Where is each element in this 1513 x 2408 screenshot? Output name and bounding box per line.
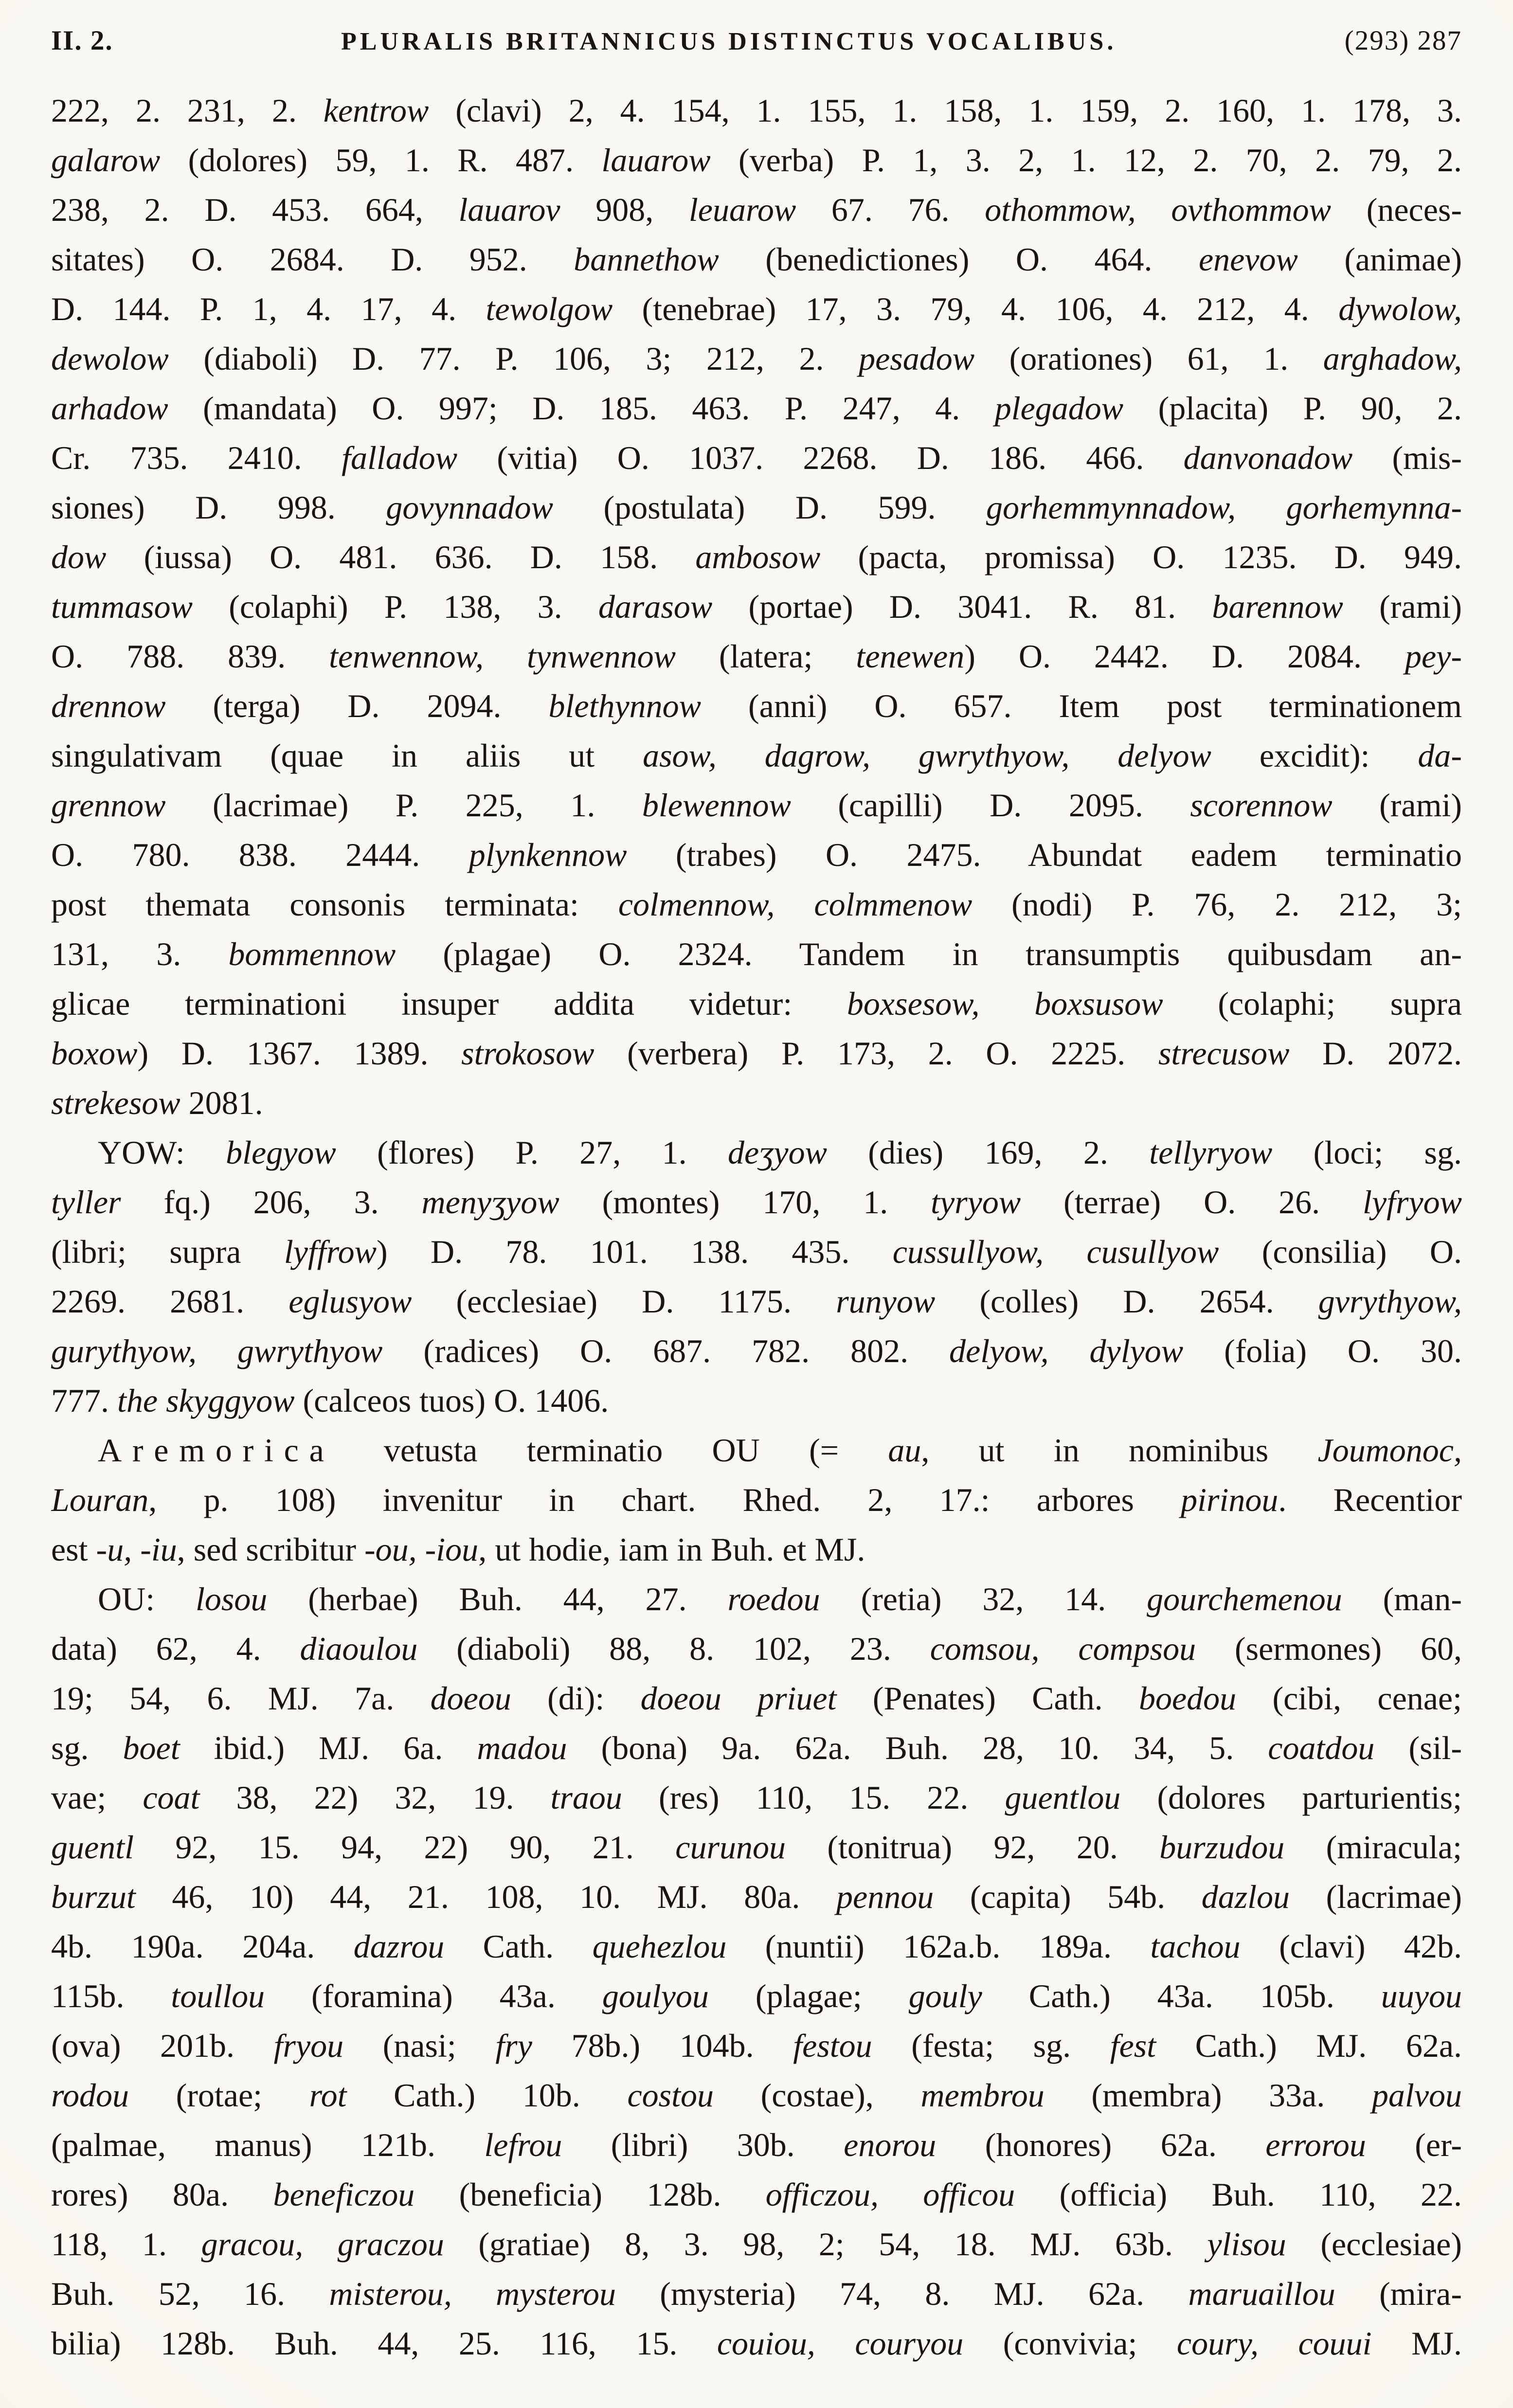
celtic-word: au <box>888 1432 921 1469</box>
celtic-word: fry <box>495 2027 532 2064</box>
text-run: (di): <box>511 1680 641 1717</box>
celtic-word: dewolow <box>51 340 169 377</box>
text-run: (res) 110, 15. 22. <box>622 1779 1005 1816</box>
text-run: (colles) D. 2654. <box>935 1283 1318 1320</box>
text-run: . Recentior <box>1278 1481 1462 1518</box>
celtic-word: kentrow <box>323 92 429 129</box>
text-run: Aremorica <box>98 1432 335 1469</box>
text-run: post themata consonis terminata: <box>51 886 618 923</box>
text-run: (festa; sg. <box>872 2027 1110 2064</box>
text-run: (sil- <box>1374 1729 1462 1766</box>
text-line <box>51 929 1462 979</box>
text-run: (consilia) O. <box>1219 1233 1462 1270</box>
text-line <box>51 1028 1462 1078</box>
celtic-word: strokosow <box>461 1035 594 1072</box>
celtic-word: maruaillou <box>1188 2275 1335 2312</box>
celtic-word: palvou <box>1371 2077 1462 2114</box>
text-run: (colaphi; supra <box>1163 985 1462 1022</box>
text-run: (terga) D. 2094. <box>165 687 549 724</box>
text-run: (miracula; <box>1284 1829 1462 1866</box>
paragraph <box>51 86 1462 1128</box>
text-run: (neces- <box>1331 191 1462 228</box>
text-run: 92, 15. 94, 22) 90, 21. <box>133 1829 676 1866</box>
text-line <box>51 1475 1462 1525</box>
celtic-word: Joumonoc, <box>1317 1432 1462 1469</box>
text-line <box>51 1624 1462 1673</box>
celtic-word: rot <box>309 2077 347 2114</box>
celtic-word: fest <box>1110 2027 1156 2064</box>
celtic-word: the skyggyow <box>117 1382 295 1419</box>
text-run: (ecclesiae) D. 1175. <box>412 1283 836 1320</box>
text-line <box>51 1376 1462 1425</box>
celtic-word: tyryow <box>931 1184 1021 1221</box>
celtic-word: madou <box>477 1729 567 1766</box>
celtic-word: boxow <box>51 1035 138 1072</box>
text-run: data) 62, 4. <box>51 1630 300 1667</box>
text-run: (sermones) 60, <box>1196 1630 1462 1667</box>
celtic-word: delyow, dylyow <box>949 1332 1184 1369</box>
celtic-word: Louran <box>51 1481 149 1518</box>
celtic-word: tewolgow <box>486 290 613 327</box>
celtic-word: dywolow, <box>1338 290 1462 327</box>
text-line <box>51 1971 1462 2021</box>
celtic-word: blegyow <box>226 1134 336 1171</box>
celtic-word: lauarow <box>601 142 711 179</box>
text-line <box>51 433 1462 483</box>
celtic-word: losou <box>195 1581 268 1617</box>
celtic-word: coury, couui <box>1176 2325 1372 2362</box>
celtic-word: ambosow <box>695 539 821 575</box>
text-run: Cath.) 43a. 105b. <box>982 1977 1381 2014</box>
text-run: excidit): <box>1211 737 1418 774</box>
text-run: est <box>51 1531 96 1568</box>
text-line <box>51 86 1462 135</box>
celtic-word: falladow <box>342 439 458 476</box>
text-run: 777. <box>51 1382 117 1419</box>
celtic-word: drennow <box>51 687 166 724</box>
celtic-word: bommennow <box>228 935 396 972</box>
celtic-word: pey- <box>1405 638 1462 675</box>
text-run: 238, 2. D. 453. 664, <box>51 191 459 228</box>
celtic-word: festou <box>793 2027 872 2064</box>
celtic-word: guentlou <box>1005 1779 1121 1816</box>
text-run: (retia) 32, 14. <box>820 1581 1147 1617</box>
text-run: (dies) 169, 2. <box>827 1134 1150 1171</box>
text-run: (orationes) 61, 1. <box>974 340 1323 377</box>
text-run: ) O. 2442. D. 2084. <box>964 638 1405 675</box>
text-run: ) D. 1367. 1389. <box>137 1035 462 1072</box>
text-run: (membra) 33a. <box>1044 2077 1372 2114</box>
text-run: (mira- <box>1335 2275 1462 2312</box>
text-line <box>51 631 1462 681</box>
text-run: (vitia) O. 1037. 2268. D. 186. 466. <box>457 439 1184 476</box>
text-run: (dolores parturientis; <box>1120 1779 1462 1816</box>
text-run: (lacrimae) <box>1290 1878 1462 1915</box>
celtic-word: lauarov <box>458 191 560 228</box>
text-line <box>51 135 1462 185</box>
text-run: 118, 1. <box>51 2226 201 2263</box>
text-run: (ecclesiae) <box>1286 2226 1462 2263</box>
celtic-word: bannethow <box>574 241 719 278</box>
celtic-word: officzou, officou <box>765 2176 1015 2213</box>
text-block <box>51 86 1462 2368</box>
text-run: (capilli) D. 2095. <box>791 787 1190 824</box>
celtic-word: guentl <box>51 1829 134 1866</box>
text-run: (Penates) Cath. <box>836 1680 1139 1717</box>
celtic-word: -u, -iu <box>96 1531 177 1568</box>
text-run: (plagae; <box>708 1977 909 2014</box>
text-run: (benedictiones) O. 464. <box>719 241 1199 278</box>
celtic-word: scorennow <box>1190 787 1333 824</box>
text-run: (verbera) P. 173, 2. O. 2225. <box>594 1035 1158 1072</box>
text-run: (tonitrua) 92, 20. <box>785 1829 1160 1866</box>
celtic-word: gourchemenou <box>1147 1581 1342 1617</box>
celtic-word: tummasow <box>51 588 193 625</box>
text-line <box>51 582 1462 631</box>
text-run: 115b. <box>51 1977 171 2014</box>
text-run: , p. 108) invenitur in chart. Rhed. 2, 17.: arbores <box>148 1481 1181 1518</box>
text-run: (verba) P. 1, 3. 2, 1. 12, 2. 70, 2. 79, 2. <box>710 142 1462 179</box>
celtic-word: leuarow <box>688 191 796 228</box>
text-run: Buh. 52, 16. <box>51 2275 329 2312</box>
celtic-word: diaoulou <box>300 1630 418 1667</box>
text-line <box>51 1078 1462 1128</box>
celtic-word: boet <box>123 1729 180 1766</box>
text-run: (trabes) O. 2475. Abundat eadem terminatio <box>627 836 1462 873</box>
text-run: (nasi; <box>343 2027 496 2064</box>
paragraph <box>51 1425 1462 1574</box>
celtic-word: darasow <box>598 588 713 625</box>
text-run: D. 144. P. 1, 4. 17, 4. <box>51 290 486 327</box>
text-run: (calceos tuos) O. 1406. <box>294 1382 609 1419</box>
text-run: singulativam (quae in aliis ut <box>51 737 643 774</box>
text-run: Cr. 735. 2410. <box>51 439 342 476</box>
text-run: Cath.) 10b. <box>346 2077 628 2114</box>
text-run: 2269. 2681. <box>51 1283 289 1320</box>
celtic-word: lyffrow <box>284 1233 377 1270</box>
celtic-word: gvrythyow, <box>1318 1283 1462 1320</box>
text-run: (officia) Buh. 110, 22. <box>1015 2176 1462 2213</box>
text-run: (libri) 30b. <box>562 2126 844 2163</box>
text-run: (beneficia) 128b. <box>414 2176 766 2213</box>
celtic-word: roedou <box>727 1581 820 1617</box>
text-line <box>51 1822 1462 1872</box>
text-run: (foramina) 43a. <box>265 1977 602 2014</box>
text-line <box>51 731 1462 780</box>
text-run: (nuntii) 162a.b. 189a. <box>726 1928 1151 1965</box>
celtic-word: coatdou <box>1268 1729 1375 1766</box>
text-line <box>51 234 1462 284</box>
celtic-word: errorou <box>1265 2126 1366 2163</box>
text-run: (herbae) Buh. 44, 27. <box>267 1581 728 1617</box>
celtic-word: strekesow <box>51 1084 180 1121</box>
text-run: (postulata) D. 599. <box>553 489 986 526</box>
text-line <box>51 2120 1462 2170</box>
text-line <box>51 1525 1462 1574</box>
text-run: vetusta terminatio OU (= <box>334 1432 888 1469</box>
celtic-word: couiou, couryou <box>717 2325 964 2362</box>
text-run: , ut hodie, iam in Buh. et MJ. <box>478 1531 865 1568</box>
celtic-word: tenwennow, tynwennow <box>329 638 676 675</box>
celtic-word: gorhemmynnadow, gorhemynna- <box>986 489 1462 526</box>
celtic-word: lyfryow <box>1363 1184 1462 1221</box>
celtic-word: uuyou <box>1381 1977 1462 2014</box>
celtic-word: beneficzou <box>273 2176 415 2213</box>
celtic-word: galarow <box>51 142 161 179</box>
text-run: (anni) O. 657. Item post terminationem <box>701 687 1462 724</box>
celtic-word: barennow <box>1212 588 1343 625</box>
text-run: 222, 2. 231, 2. <box>51 92 324 129</box>
text-run: (latera; <box>675 638 856 675</box>
celtic-word: plegadow <box>994 390 1124 427</box>
text-run: O. 780. 838. 2444. <box>51 836 469 873</box>
celtic-word: costou <box>627 2077 714 2114</box>
celtic-word: goulyou <box>602 1977 709 2014</box>
celtic-word: dazlou <box>1201 1878 1290 1915</box>
text-run: ) D. 78. 101. 138. 435. <box>376 1233 893 1270</box>
text-run: (lacrimae) P. 225, 1. <box>165 787 642 824</box>
text-line <box>51 2170 1462 2219</box>
text-run: (dolores) 59, 1. R. 487. <box>160 142 602 179</box>
text-run: (portae) D. 3041. R. 81. <box>712 588 1212 625</box>
text-run: bilia) 128b. Buh. 44, 25. 116, 15. <box>51 2325 717 2362</box>
celtic-word: blewennow <box>642 787 791 824</box>
celtic-word: doeou <box>430 1680 511 1717</box>
text-run: (folia) O. 30. <box>1183 1332 1462 1369</box>
text-run: ibid.) MJ. 6a. <box>180 1729 477 1766</box>
celtic-word: gouly <box>908 1977 982 2014</box>
text-run: (mis- <box>1352 439 1462 476</box>
text-run: (pacta, promissa) O. 1235. D. 949. <box>820 539 1462 575</box>
text-run: (clavi) 2, 4. 154, 1. 155, 1. 158, 1. 159, 2. 160, 1. 178, 3. <box>429 92 1462 129</box>
text-run: (placita) P. 90, 2. <box>1123 390 1462 427</box>
celtic-word: enevow <box>1198 241 1298 278</box>
celtic-word: dow <box>51 539 107 575</box>
text-run: (terrae) O. 26. <box>1021 1184 1363 1221</box>
text-run: (palmae, manus) 121b. <box>51 2126 485 2163</box>
celtic-word: gurythyow, gwrythyow <box>51 1332 383 1369</box>
celtic-word: boedou <box>1138 1680 1237 1717</box>
text-run: (clavi) 42b. <box>1240 1928 1462 1965</box>
celtic-word: traou <box>550 1779 622 1816</box>
celtic-word: burzudou <box>1159 1829 1285 1866</box>
text-line <box>51 2318 1462 2368</box>
celtic-word: danvonadow <box>1183 439 1353 476</box>
celtic-word: cussullyow, cusullyow <box>892 1233 1219 1270</box>
text-run: rores) 80a. <box>51 2176 273 2213</box>
chapter-section-number: II. 2. <box>51 25 113 56</box>
text-run: (montes) 170, 1. <box>559 1184 931 1221</box>
text-run: 78b.) 104b. <box>532 2027 793 2064</box>
celtic-word: quehezlou <box>592 1928 727 1965</box>
text-line <box>51 880 1462 929</box>
text-line <box>51 1872 1462 1922</box>
celtic-word: pesadow <box>859 340 975 377</box>
celtic-word: lefrou <box>484 2126 562 2163</box>
celtic-word: blethynnow <box>548 687 702 724</box>
text-run: (bona) 9a. 62a. Buh. 28, 10. 34, 5. <box>567 1729 1268 1766</box>
text-run: (radices) O. 687. 782. 802. <box>382 1332 950 1369</box>
celtic-word: deʒyow <box>728 1134 827 1171</box>
celtic-word: pirinou <box>1181 1481 1279 1518</box>
text-line <box>51 483 1462 532</box>
text-run: siones) D. 998. <box>51 489 386 526</box>
text-run: (mysteria) 74, 8. MJ. 62a. <box>615 2275 1189 2312</box>
text-run: YOW: <box>98 1134 226 1171</box>
text-line <box>51 2269 1462 2318</box>
text-run: (ova) 201b. <box>51 2027 274 2064</box>
text-line <box>51 1574 1462 1624</box>
celtic-word: boxsesow, boxsusow <box>847 985 1163 1022</box>
celtic-word: ylisou <box>1207 2226 1286 2263</box>
text-run: (tenebrae) 17, 3. 79, 4. 106, 4. 212, 4. <box>612 290 1339 327</box>
text-run: vae; <box>51 1779 143 1816</box>
celtic-word: enorou <box>844 2126 937 2163</box>
text-run: 2081. <box>180 1084 263 1121</box>
text-line <box>51 1128 1462 1177</box>
celtic-word: doeou priuet <box>640 1680 837 1717</box>
text-run: (animae) <box>1297 241 1462 278</box>
text-run: (rami) <box>1343 588 1462 625</box>
running-title: PLURALIS BRITANNICUS DISTINCTUS VOCALIBUS. <box>341 28 1117 55</box>
text-run: fq.) 206, 3. <box>121 1184 422 1221</box>
text-run: D. 2072. <box>1289 1035 1462 1072</box>
celtic-word: tachou <box>1150 1928 1241 1965</box>
text-run: (rami) <box>1332 787 1462 824</box>
text-run: (libri; supra <box>51 1233 284 1270</box>
text-run: (mandata) O. 997; D. 185. 463. P. 247, 4. <box>168 390 995 427</box>
text-run: sg. <box>51 1729 123 1766</box>
running-head <box>51 23 1462 59</box>
celtic-word: da- <box>1418 737 1462 774</box>
text-run: 908, <box>560 191 689 228</box>
paragraph <box>51 1574 1462 2368</box>
celtic-word: colmennow, colmmenow <box>618 886 973 923</box>
celtic-word: arhadow <box>51 390 168 427</box>
paragraph <box>51 1128 1462 1425</box>
celtic-word: gracou, graczou <box>201 2226 444 2263</box>
text-run: , sed scribitur <box>177 1531 364 1568</box>
text-run: (iussa) O. 481. 636. D. 158. <box>106 539 696 575</box>
text-run: 19; 54, 6. MJ. 7a. <box>51 1680 431 1717</box>
text-line <box>51 2219 1462 2269</box>
celtic-word: dazrou <box>353 1928 445 1965</box>
text-line <box>51 780 1462 830</box>
text-line <box>51 1227 1462 1276</box>
text-run: 38, 22) 32, 19. <box>199 1779 551 1816</box>
text-run: (rotae; <box>128 2077 309 2114</box>
text-line <box>51 334 1462 383</box>
text-run: (plagae) O. 2324. Tandem in transumptis quibusdam an- <box>396 935 1462 972</box>
celtic-word: fryou <box>273 2027 344 2064</box>
text-run: (nodi) P. 76, 2. 212, 3; <box>972 886 1462 923</box>
text-run: (convivia; <box>963 2325 1177 2362</box>
text-run: (diaboli) D. 77. P. 106, 3; 212, 2. <box>168 340 859 377</box>
celtic-word: menyʒyow <box>421 1184 559 1221</box>
celtic-word: othommow, ovthommow <box>985 191 1332 228</box>
celtic-word: curunou <box>675 1829 786 1866</box>
text-line <box>51 2021 1462 2070</box>
celtic-word: eglusyow <box>288 1283 412 1320</box>
text-run: (man- <box>1342 1581 1462 1617</box>
celtic-word: -ou, -iou <box>364 1531 479 1568</box>
text-run: (cibi, cenae; <box>1236 1680 1462 1717</box>
celtic-word: grennow <box>51 787 166 824</box>
celtic-word: comsou, compsou <box>930 1630 1196 1667</box>
text-run: (colaphi) P. 138, 3. <box>192 588 598 625</box>
text-run: MJ. <box>1371 2325 1462 2362</box>
text-run: (capita) 54b. <box>934 1878 1202 1915</box>
text-run: 46, 10) 44, 21. 108, 10. MJ. 80a. <box>135 1878 837 1915</box>
text-run: 4b. 190a. 204a. <box>51 1928 354 1965</box>
text-run: (honores) 62a. <box>936 2126 1266 2163</box>
text-line <box>51 979 1462 1028</box>
text-run: O. 788. 839. <box>51 638 329 675</box>
celtic-word: pennou <box>836 1878 934 1915</box>
text-run: sitates) O. 2684. D. 952. <box>51 241 574 278</box>
text-run: (er- <box>1366 2126 1462 2163</box>
page-number: (293) 287 <box>1344 25 1462 56</box>
text-run: (gratiae) 8, 3. 98, 2; 54, 18. MJ. 63b. <box>444 2226 1207 2263</box>
text-line <box>51 1773 1462 1822</box>
text-run: Cath.) MJ. 62a. <box>1156 2027 1462 2064</box>
celtic-word: rodou <box>51 2077 129 2114</box>
text-run: glicae terminationi insuper addita videtur: <box>51 985 847 1022</box>
celtic-word: asow, dagrow, gwrythyow, delyow <box>643 737 1211 774</box>
text-line <box>51 1177 1462 1227</box>
text-line <box>51 1276 1462 1326</box>
text-line <box>51 2070 1462 2120</box>
text-run: (diaboli) 88, 8. 102, 23. <box>417 1630 930 1667</box>
text-run: (costae), <box>713 2077 921 2114</box>
celtic-word: tenewen <box>856 638 965 675</box>
celtic-word: strecusow <box>1158 1035 1290 1072</box>
celtic-word: govynnadow <box>386 489 554 526</box>
celtic-word: tellyryow <box>1149 1134 1273 1171</box>
text-line <box>51 1673 1462 1723</box>
celtic-word: burzut <box>51 1878 136 1915</box>
text-line <box>51 284 1462 334</box>
text-run: (flores) P. 27, 1. <box>336 1134 728 1171</box>
text-line <box>51 681 1462 731</box>
text-line <box>51 383 1462 433</box>
celtic-word: tyller <box>51 1184 121 1221</box>
text-run: (loci; sg. <box>1272 1134 1462 1171</box>
text-run: 131, 3. <box>51 935 229 972</box>
text-run: , ut in nominibus <box>921 1432 1318 1469</box>
celtic-word: plynkennow <box>468 836 627 873</box>
celtic-word: toullou <box>171 1977 265 2014</box>
text-run: Cath. <box>444 1928 593 1965</box>
text-line <box>51 532 1462 582</box>
celtic-word: misterou, mysterou <box>329 2275 616 2312</box>
text-line <box>51 1326 1462 1376</box>
celtic-word: runyow <box>836 1283 936 1320</box>
text-line <box>51 830 1462 880</box>
text-line <box>51 1425 1462 1475</box>
text-run: 67. 76. <box>796 191 985 228</box>
celtic-word: membrou <box>920 2077 1045 2114</box>
celtic-word: arghadow, <box>1323 340 1462 377</box>
text-run: OU: <box>98 1581 196 1617</box>
celtic-word: coat <box>143 1779 200 1816</box>
text-line <box>51 1723 1462 1773</box>
text-line <box>51 185 1462 234</box>
text-line <box>51 1922 1462 1971</box>
